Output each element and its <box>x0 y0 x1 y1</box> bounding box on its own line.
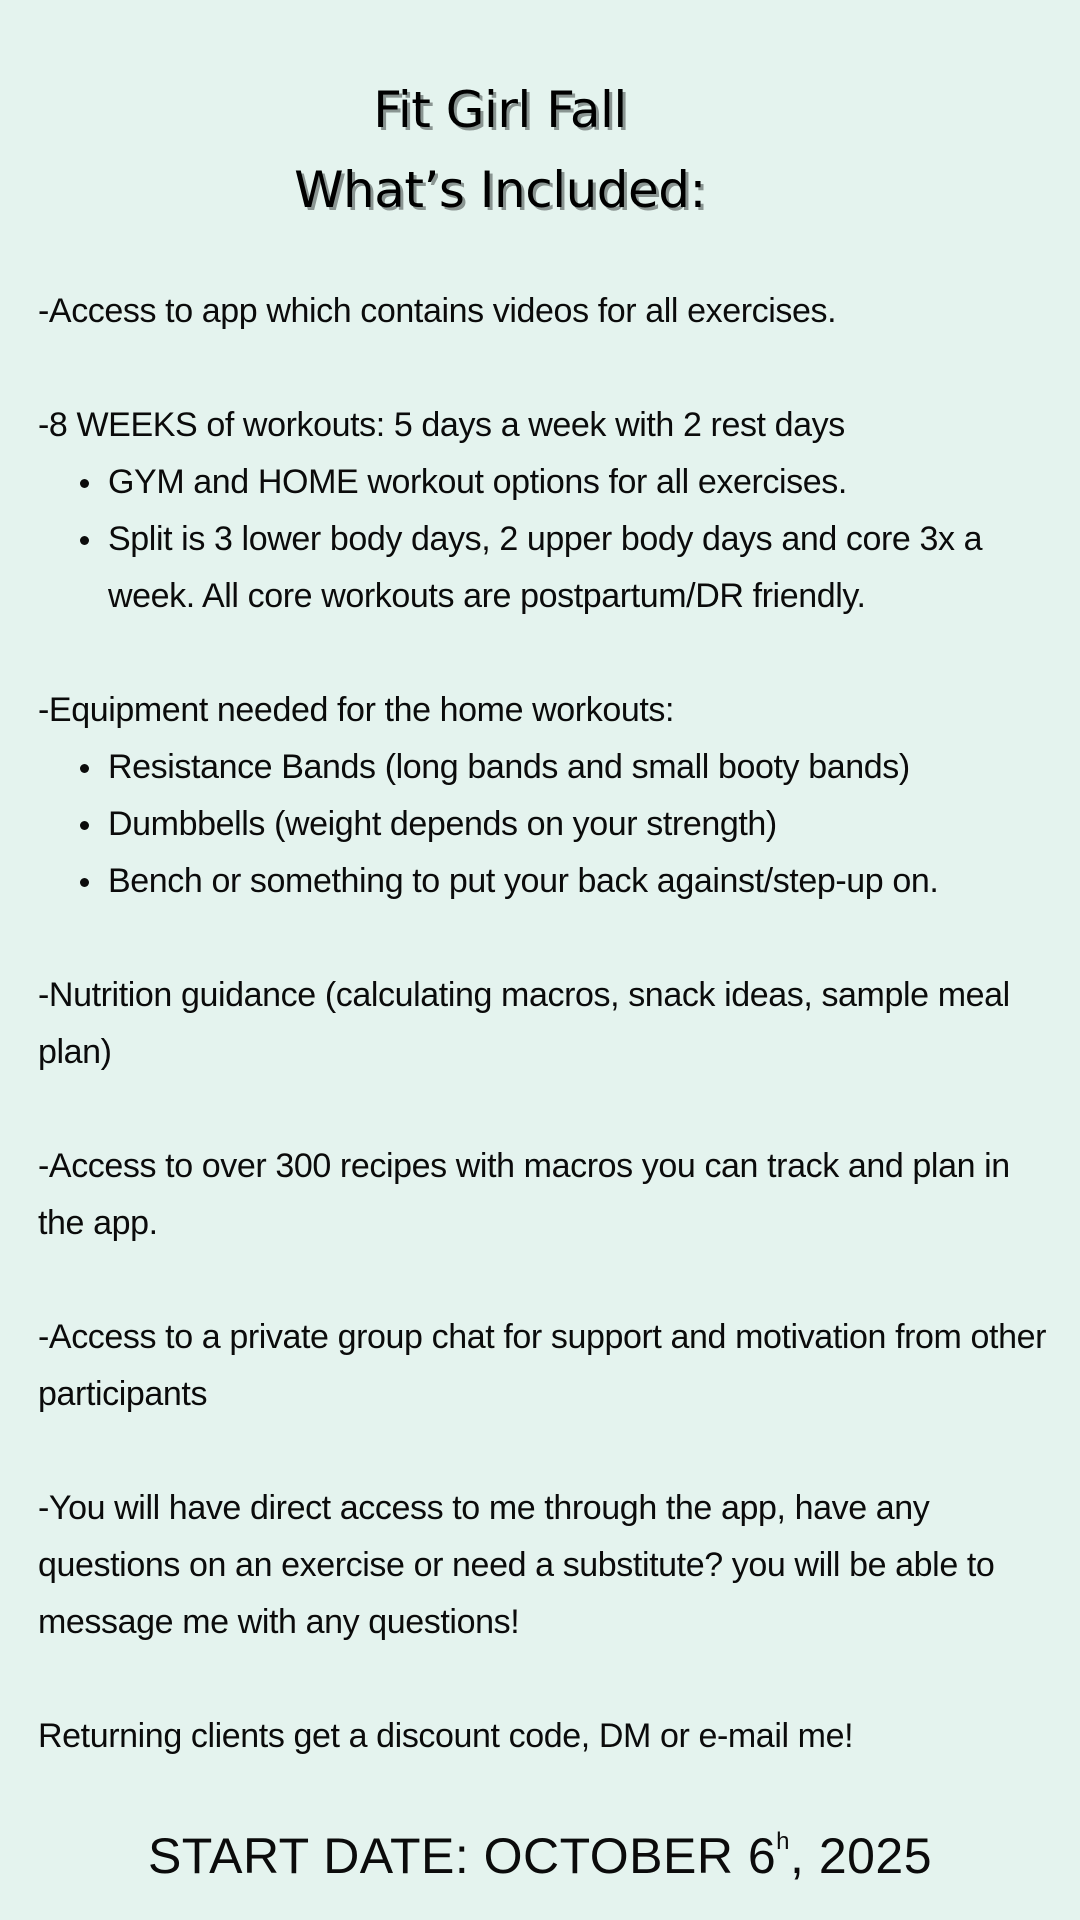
section-nutrition <box>38 967 1058 1081</box>
bullet-item: Dumbbells (weight depends on your strength) <box>108 796 1058 853</box>
section-text: -Equipment needed for the home workouts: <box>38 691 675 729</box>
title-program-name: Fit Girl Fall <box>373 81 627 139</box>
section-group-chat <box>38 1309 1058 1423</box>
start-date <box>0 1826 1080 1886</box>
workout-bullets <box>38 454 1058 625</box>
section-text: -You will have direct access to me through the app, have any questions on an exercise or need a substitute? you will be able to message me with any questions! <box>38 1489 995 1641</box>
bullet-item: Resistance Bands (long bands and small booty bands) <box>108 739 1058 796</box>
section-text: -Access to over 300 recipes with macros you can track and plan in the app. <box>38 1147 1010 1242</box>
section-direct-access <box>38 1480 1058 1651</box>
section-app-access <box>38 283 1058 340</box>
section-text: -Access to a private group chat for support and motivation from other participants <box>38 1318 1047 1413</box>
section-text: Returning clients get a discount code, DM or e-mail me! <box>38 1717 854 1755</box>
start-date-prefix: START DATE: OCTOBER 6 <box>147 1828 777 1884</box>
section-text: -8 WEEKS of workouts: 5 days a week with 2 rest days <box>38 406 845 444</box>
bullet-item: Split is 3 lower body days, 2 upper body days and core 3x a week. All core workouts are postpartum/DR friendly. <box>108 511 1058 625</box>
start-date-suffix: , 2025 <box>790 1828 933 1884</box>
equipment-bullets <box>38 739 1058 910</box>
section-recipes <box>38 1138 1058 1252</box>
start-date-superscript: h <box>776 1828 791 1855</box>
section-text: -Access to app which contains videos for all exercises. <box>38 292 837 330</box>
title-whats-included: What’s Included: <box>294 161 706 219</box>
section-equipment <box>38 682 1058 910</box>
bullet-item: GYM and HOME workout options for all exercises. <box>108 454 1058 511</box>
section-returning-clients <box>38 1708 1058 1765</box>
included-list <box>38 283 1058 1765</box>
bullet-item: Bench or something to put your back against/step-up on. <box>108 853 1058 910</box>
section-workouts <box>38 397 1058 625</box>
section-text: -Nutrition guidance (calculating macros, snack ideas, sample meal plan) <box>38 976 1010 1071</box>
page-title <box>0 70 1000 230</box>
